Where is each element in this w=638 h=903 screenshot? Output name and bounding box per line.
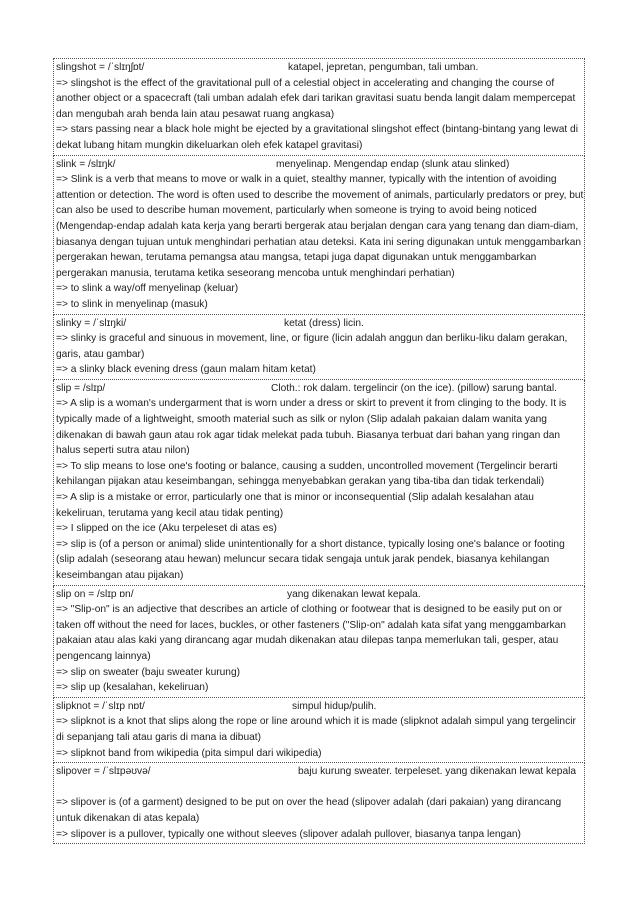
entry-term: slip = /slɪp/ bbox=[56, 382, 106, 394]
entry-heading bbox=[56, 157, 584, 173]
entry-slipknot bbox=[53, 698, 585, 763]
entry-meaning: menyelinap. Mengendap endap (slunk atau slinked) bbox=[276, 158, 510, 170]
entry-meaning: ketat (dress) licin. bbox=[284, 317, 364, 329]
entry-meaning: yang dikenakan lewat kepala. bbox=[287, 588, 421, 600]
entry-line: => I slipped on the ice (Aku terpeleset di atas es) bbox=[56, 523, 277, 535]
entry-line: => a slinky black evening dress (gaun malam hitam ketat) bbox=[56, 364, 316, 376]
entry-line: => A slip is a mistake or error, particularly one that is minor or inconsequential (Slip adalah kesalahan atau kekeliruan, terutama yang kecil atau tidak penting) bbox=[56, 492, 534, 519]
entry-line: => To slip means to lose one's footing or balance, causing a sudden, uncontrolled movement (Tergelincir berarti kehilangan pijakan atau keseimbangan, sehingga menyebabkan gerakan yang tiba-tiba dan tidak terkendali) bbox=[56, 460, 558, 488]
entry-line: => slipknot is a knot that slips along the rope or line around which it is made (slipknot adalah simpul yang tergelincir di sepanjang tali atau garis di mana ia dibuat) bbox=[56, 716, 576, 743]
entry-slipover bbox=[53, 763, 585, 844]
entry-slinky bbox=[53, 315, 585, 380]
entry-line: => to slink in menyelinap (masuk) bbox=[56, 298, 208, 310]
entry-heading bbox=[56, 60, 584, 76]
entry-heading bbox=[56, 381, 584, 397]
entry-heading bbox=[56, 764, 584, 795]
entry-slink bbox=[53, 156, 585, 315]
entry-heading bbox=[56, 699, 584, 715]
entry-line: => slip is (of a person or animal) slide unintentionally for a short distance, typically losing one's balance or footing (slip adalah (seseorang atau hewan) meluncur secara tidak sengaja untuk jarak pendek, biasanya kehilangan keseimbangan atau pijakan) bbox=[56, 538, 565, 581]
entry-line: => "Slip-on" is an adjective that describes an article of clothing or footwear that is designed to be easily put on or taken off without the need for laces, buckles, or other fasteners ("Slip-on" adalah kata sifat yang menggambarkan pakaian atau alas kaki yang dirancang agar mudah dikenakan atau dilepas tanpa memerlukan tali, gesper, atau pengencang lainnya) bbox=[56, 604, 566, 662]
entry-meaning: baju kurung sweater. terpeleset. yang dikenakan lewat kepala bbox=[298, 766, 577, 778]
entry-term: slink = /slɪŋk/ bbox=[56, 158, 116, 170]
entry-line: => slipover is a pullover, typically one without sleeves (slipover adalah pullover, biasanya tanpa lengan) bbox=[56, 828, 521, 840]
entry-slip bbox=[53, 380, 585, 586]
entry-line: => Slink is a verb that means to move or walk in a quiet, stealthy manner, typically with the intention of avoiding attention or detection. The word is often used to describe the movement of animals, particularly predators or prey, but can also be used to describe human movement, particularly when someone is trying to avoid being noticed (Mengendap-endap adalah kata kerja yang berarti bergerak atau berjalan dengan cara yang tenang dan diam-diam, biasanya dengan tujuan untuk menghindari perhatian atau deteksi. Kata ini sering digunakan untuk menggambarkan pergerakan hewan, terutama pemangsa atau mangsa, tetapi juga dapat digunakan untuk menggambarkan pergerakan manusia, terutama ketika seseorang mencoba untuk menghindari perhatian) bbox=[56, 174, 584, 279]
entry-term: slingshot = /ˈslɪŋʃɒt/ bbox=[56, 62, 145, 73]
entry-term: slipover = /ˈslɪpəʊvə/ bbox=[56, 766, 151, 778]
entry-heading bbox=[56, 316, 584, 332]
entry-line: => slipover is (of a garment) designed to be put on over the head (slipover adalah (dari pakaian) yang dirancang untuk dikenakan di atas kepala) bbox=[56, 797, 562, 824]
entry-term: slinky = /ˈslɪŋki/ bbox=[56, 317, 127, 329]
entry-line: => slingshot is the effect of the gravitational pull of a celestial object in accelerating and changing the course of another object or a spacecraft (tali umban adalah efek dari tarikan gravitasi suatu benda langit dalam mempercepat dan mengubah arah benda lain atau pesawat ruang angkasa) bbox=[56, 77, 576, 120]
entry-line: => slinky is graceful and sinuous in movement, line, or figure (licin adalah anggun dan berliku-liku dalam gerakan, garis, atau gambar) bbox=[56, 333, 568, 360]
entry-meaning: Cloth.: rok dalam. tergelincir (on the ice). (pillow) sarung bantal. bbox=[271, 382, 557, 394]
entry-slingshot bbox=[53, 58, 585, 156]
entry-heading bbox=[56, 587, 584, 603]
entry-meaning: simpul hidup/pulih. bbox=[292, 700, 377, 712]
entry-line: => A slip is a woman's undergarment that is worn under a dress or skirt to prevent it from clinging to the body. It is typically made of a lightweight, smooth material such as silk or nylon (Slip adalah pakaian dalam wanita yang dikenakan di bawah gaun atau rok agar tidak melekat pada tubuh. Biasanya terbuat dari bahan yang ringan dan halus seperti sutra atau nilon) bbox=[56, 398, 567, 457]
entry-line: => stars passing near a black hole might be ejected by a gravitational slingshot effect (bintang-bintang yang lewat di dekat lubang hitam mungkin dikeluarkan oleh efek katapel gravitasi) bbox=[56, 124, 578, 151]
entry-line: => to slink a way/off menyelinap (keluar) bbox=[56, 283, 239, 295]
entry-line: => slipknot band from wikipedia (pita simpul dari wikipedia) bbox=[56, 747, 322, 759]
dictionary-table bbox=[53, 58, 585, 844]
entry-term: slip on = /slɪp ɒn/ bbox=[56, 588, 134, 600]
entry-term: slipknot = /ˈslɪp nɒt/ bbox=[56, 700, 145, 712]
entry-meaning: katapel, jepretan, pengumban, tali umban. bbox=[288, 62, 479, 73]
entry-slip-on bbox=[53, 586, 585, 698]
entry-line: => slip up (kesalahan, kekeliruan) bbox=[56, 682, 209, 694]
entry-line: => slip on sweater (baju sweater kurung) bbox=[56, 666, 241, 678]
